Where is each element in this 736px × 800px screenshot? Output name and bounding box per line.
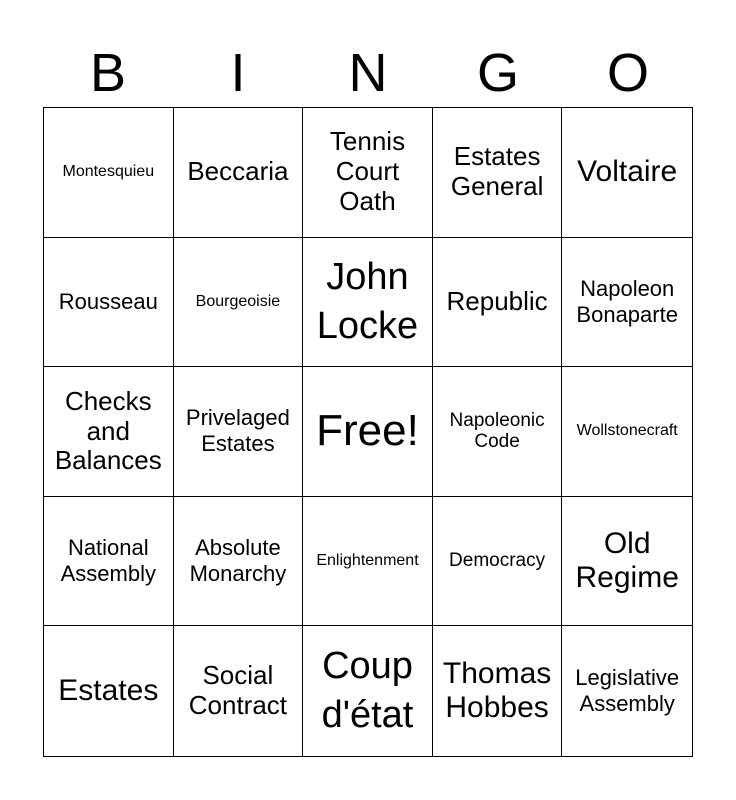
bingo-card	[43, 107, 693, 757]
bingo-cell[interactable]	[433, 497, 563, 627]
bingo-cell[interactable]	[44, 626, 174, 756]
cell-label: Social Contract	[188, 660, 288, 721]
header-letter-g: G	[476, 43, 519, 103]
cell-label: Legislative Assembly	[575, 664, 680, 717]
bingo-cell[interactable]	[174, 497, 304, 627]
cell-label: Bourgeoisie	[195, 292, 281, 310]
bingo-cell[interactable]	[44, 367, 174, 497]
bingo-header	[43, 40, 693, 106]
bingo-cell[interactable]	[303, 626, 433, 756]
bingo-cell[interactable]	[303, 497, 433, 627]
cell-label: Free!	[316, 406, 419, 456]
cell-label: Privelaged Estates	[185, 405, 290, 457]
header-letter-i: I	[230, 43, 246, 103]
cell-label: Napoleon Bonaparte	[576, 275, 678, 327]
header-letter-o: O	[606, 43, 649, 103]
cell-label: John Locke	[316, 255, 419, 347]
cell-label: Montesquieu	[62, 163, 155, 181]
bingo-cell[interactable]	[433, 626, 563, 756]
cell-label: Absolute Monarchy	[189, 534, 287, 587]
bingo-cell[interactable]	[433, 367, 563, 497]
header-letter-b: B	[89, 43, 127, 103]
cell-label: Rousseau	[58, 288, 158, 314]
cell-label: Voltaire	[577, 155, 678, 189]
cell-label: National Assembly	[60, 534, 156, 587]
free-space[interactable]	[303, 367, 433, 497]
bingo-cell[interactable]	[562, 238, 692, 368]
cell-label: Enlightenment	[316, 551, 419, 569]
bingo-cell[interactable]	[174, 367, 304, 497]
bingo-cell[interactable]	[562, 626, 692, 756]
cell-label: Napoleonic Code	[449, 409, 545, 453]
bingo-cell[interactable]	[303, 108, 433, 238]
bingo-cell[interactable]	[44, 108, 174, 238]
bingo-cell[interactable]	[174, 108, 304, 238]
bingo-cell[interactable]	[174, 626, 304, 756]
cell-label: Estates General	[450, 141, 544, 202]
bingo-cell[interactable]	[433, 238, 563, 368]
bingo-cell[interactable]	[303, 238, 433, 368]
cell-label: Tennis Court Oath	[329, 126, 406, 217]
cell-label: Old Regime	[575, 526, 679, 595]
cell-label: Estates	[58, 673, 159, 707]
bingo-cell[interactable]	[44, 238, 174, 368]
bingo-cell[interactable]	[433, 108, 563, 238]
bingo-cell[interactable]	[562, 108, 692, 238]
cell-label: Wollstonecraft	[576, 422, 678, 440]
cell-label: Thomas Hobbes	[442, 656, 552, 725]
bingo-cell[interactable]	[562, 497, 692, 627]
cell-label: Coup d'état	[321, 644, 414, 737]
header-letter-n: N	[348, 43, 388, 103]
cell-label: Checks and Balances	[54, 385, 162, 476]
bingo-cell[interactable]	[44, 497, 174, 627]
cell-label: Democracy	[449, 550, 546, 572]
cell-label: Republic	[446, 285, 548, 316]
bingo-cell[interactable]	[174, 238, 304, 368]
bingo-cell[interactable]	[562, 367, 692, 497]
cell-label: Beccaria	[187, 156, 289, 187]
